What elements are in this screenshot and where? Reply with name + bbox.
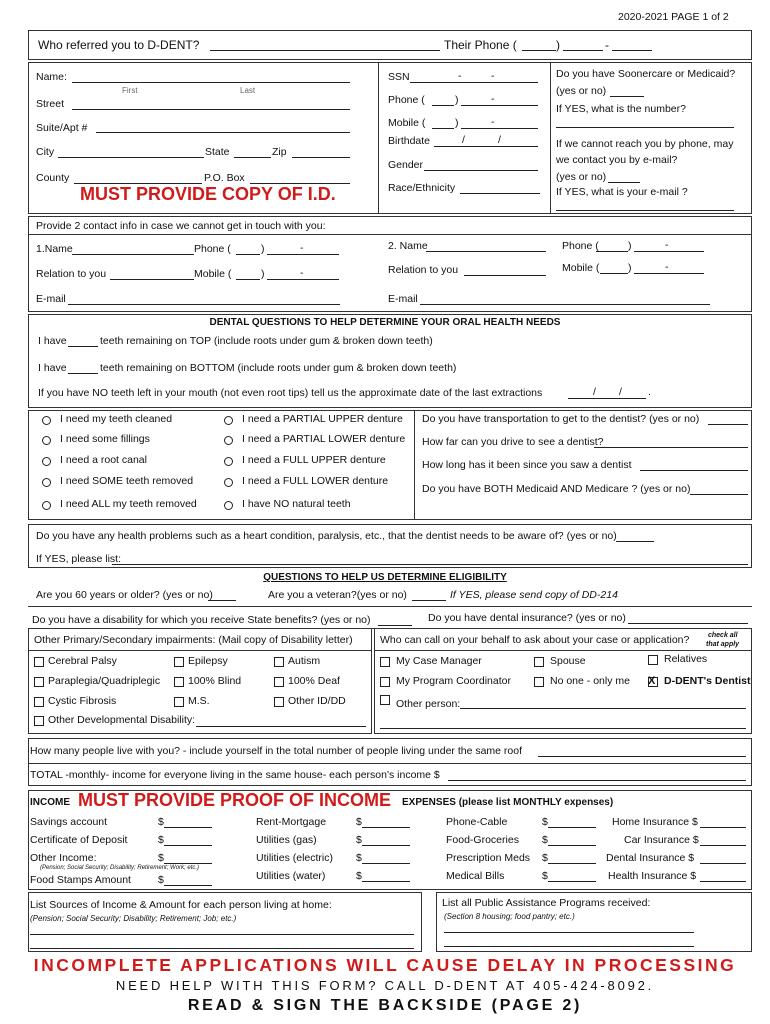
contact1-relation-label: Relation to you: [36, 268, 107, 280]
divider: [28, 763, 752, 764]
expense-amount-field[interactable]: [548, 827, 596, 828]
income-list-field-1[interactable]: [30, 934, 414, 935]
impairment-label: 100% Blind: [188, 675, 242, 687]
impairment-label: Other Developmental Disability:: [48, 714, 196, 726]
paren: ): [455, 117, 459, 129]
contacts-intro: Provide 2 contact info in case we cannot get in touch with you:: [36, 220, 326, 232]
email-yesno-label: (yes or no): [556, 171, 607, 183]
referrer-phone-area[interactable]: [522, 50, 556, 51]
email-address-label: If YES, what is your e-mail ?: [556, 186, 688, 198]
contact2-mobile-area[interactable]: [600, 273, 628, 274]
other-person-field[interactable]: [460, 708, 746, 709]
page-header: 2020-2021 PAGE 1 of 2: [618, 11, 729, 23]
insurance-amount-field[interactable]: [700, 845, 746, 846]
contact1-name-label: 1.Name: [36, 243, 73, 255]
expense-label: Food-Groceries: [446, 834, 519, 846]
top-teeth-label: I have: [38, 335, 67, 347]
advocate-label: My Program Coordinator: [396, 675, 511, 687]
gender-field[interactable]: [424, 170, 538, 171]
slash: /: [498, 134, 501, 146]
email-address-field[interactable]: [556, 210, 734, 211]
checked-mark: X: [648, 675, 656, 687]
extraction-date-field[interactable]: [568, 398, 646, 399]
help-line: NEED HELP WITH THIS FORM? CALL D-DENT AT 405-424-8092.: [115, 978, 655, 993]
health-question: Do you have any health problems such as a heart condition, paralysis, etc., that the dentist needs to be aware of? (yes or no): [36, 530, 617, 542]
advocate-label: Relatives: [664, 653, 708, 665]
impairment-checkbox[interactable]: [174, 697, 184, 707]
state-label: State: [205, 146, 230, 158]
income-source-label: Certificate of Deposit: [30, 834, 128, 846]
dollar: $: [542, 852, 548, 864]
insurance-amount-field[interactable]: [700, 863, 746, 864]
contact1-mobile-label: Mobile (: [194, 268, 232, 280]
income-source-label: Savings account: [30, 816, 108, 828]
impairment-checkbox[interactable]: [34, 657, 44, 667]
income-label: INCOME: [30, 797, 70, 808]
no-teeth-question: If you have NO teeth left in your mouth (not even root tips) tell us the approximate date of the last extractions: [38, 387, 543, 399]
contact1-phone-number[interactable]: [267, 254, 339, 255]
referrer-phone-prefix[interactable]: [563, 50, 603, 51]
impairment-label: Epilepsy: [188, 655, 228, 667]
people-question: How many people live with you? - include yourself in the total number of people living under the same roof: [30, 745, 523, 757]
dash: -: [300, 242, 304, 254]
dash: -: [491, 70, 495, 82]
dollar: $: [356, 816, 362, 828]
income-total-field[interactable]: [448, 780, 746, 781]
age-question: Are you 60 years or older? (yes or no): [36, 589, 213, 601]
dental-heading: DENTAL QUESTIONS TO HELP DETERMINE YOUR ORAL HEALTH NEEDS: [209, 317, 561, 328]
health-list-label: If YES, please list:: [36, 553, 122, 565]
advocate-title: Who can call on your behalf to ask about your case or application?: [380, 634, 690, 646]
contact2-mobile-label: Mobile (: [562, 262, 600, 274]
disability-question: Do you have a disability for which you receive State benefits? (yes or no): [32, 614, 371, 626]
pobox-label: P.O. Box: [204, 172, 245, 184]
insurance-amount-field[interactable]: [700, 881, 746, 882]
need-label: I need SOME teeth removed: [60, 475, 194, 487]
state-field[interactable]: [234, 157, 271, 158]
contact2-mobile-number[interactable]: [634, 273, 704, 274]
dollar: $: [542, 870, 548, 882]
slash: /: [593, 386, 596, 398]
insurance-label: Home Insurance $: [612, 816, 698, 828]
dash: -: [491, 116, 495, 128]
bottom-teeth-field[interactable]: [68, 373, 98, 374]
need-radio[interactable]: [224, 457, 233, 466]
dash: -: [665, 239, 669, 251]
contact1-relation-field[interactable]: [110, 279, 194, 280]
insurance-label: Dental Insurance $: [606, 852, 695, 864]
assistance-list-field-1[interactable]: [444, 932, 694, 933]
zip-field[interactable]: [292, 157, 350, 158]
expense-amount-field[interactable]: [362, 881, 410, 882]
dash: -: [665, 261, 669, 273]
health-yesno-field[interactable]: [616, 541, 654, 542]
medicaid-question: Do you have Soonercare or Medicaid?: [556, 68, 736, 80]
impairment-label: Other ID/DD: [288, 695, 346, 707]
name-field[interactable]: [72, 82, 350, 83]
street-field[interactable]: [72, 109, 350, 110]
slash: /: [462, 134, 465, 146]
last-label: Last: [240, 86, 256, 95]
transport-question: How far can you drive to see a dentist?: [422, 436, 604, 448]
transport-question: How long has it been since you saw a dentist: [422, 459, 632, 471]
city-label: City: [36, 146, 55, 158]
paren: ): [628, 240, 632, 252]
expense-label: Medical Bills: [446, 870, 505, 882]
divider: [28, 606, 752, 607]
check-note-2: that apply: [706, 641, 740, 648]
people-field[interactable]: [538, 756, 746, 757]
impairment-checkbox[interactable]: [34, 697, 44, 707]
insurance-amount-field[interactable]: [700, 827, 746, 828]
contact1-mobile-number[interactable]: [267, 279, 339, 280]
need-label: I need a FULL UPPER denture: [242, 454, 386, 466]
other-person-field-2[interactable]: [380, 728, 746, 729]
dollar: $: [356, 852, 362, 864]
contact2-name-field[interactable]: [426, 251, 546, 252]
id-notice: MUST PROVIDE COPY OF I.D.: [80, 184, 336, 204]
expense-amount-field[interactable]: [548, 881, 596, 882]
contact2-email-label: E-mail: [388, 293, 418, 305]
need-radio[interactable]: [42, 501, 51, 510]
birthdate-label: Birthdate: [388, 135, 431, 147]
expense-amount-field[interactable]: [362, 827, 410, 828]
expense-label: Utilities (electric): [256, 852, 334, 864]
divider: [550, 62, 551, 214]
advocate-checkbox[interactable]: [534, 657, 544, 667]
assistance-list-note: (Section 8 housing; food pantry; etc.): [444, 912, 575, 921]
race-label: Race/Ethnicity: [388, 182, 456, 194]
paren: ): [455, 94, 459, 106]
dollar: $: [356, 870, 362, 882]
advocate-checkbox[interactable]: [380, 657, 390, 667]
need-radio[interactable]: [224, 501, 233, 510]
contact1-phone-area[interactable]: [236, 254, 260, 255]
dollar: $: [158, 874, 164, 886]
veteran-question: Are you a veteran?(yes or no): [268, 589, 407, 601]
paren: ): [261, 243, 265, 255]
advocate-label: Spouse: [550, 655, 586, 667]
need-radio[interactable]: [42, 457, 51, 466]
expense-label: Rent-Mortgage: [256, 816, 327, 828]
contact1-email-field[interactable]: [68, 304, 340, 305]
city-field[interactable]: [58, 157, 204, 158]
need-radio[interactable]: [42, 416, 51, 425]
dollar: $: [542, 834, 548, 846]
impairment-checkbox[interactable]: [274, 697, 284, 707]
income-list-title: List Sources of Income & Amount for each person living at home:: [30, 899, 332, 911]
period: .: [648, 386, 651, 398]
impairment-checkbox[interactable]: [174, 657, 184, 667]
expense-amount-field[interactable]: [548, 863, 596, 864]
need-label: I have NO natural teeth: [242, 498, 351, 510]
referrer-phone-line[interactable]: [612, 50, 652, 51]
contact2-phone-area[interactable]: [596, 251, 628, 252]
need-radio[interactable]: [224, 478, 233, 487]
mobile-label: Mobile (: [388, 117, 426, 129]
income-source-label: Food Stamps Amount: [30, 874, 131, 886]
referral-question: Who referred you to D-DENT?: [38, 38, 200, 52]
advocate-label: Other person:: [396, 698, 461, 710]
advocate-label: D-DENT's Dentist: [664, 675, 751, 687]
dollar: $: [158, 834, 164, 846]
expense-amount-field[interactable]: [362, 845, 410, 846]
mobile-number[interactable]: [461, 128, 538, 129]
dash: -: [458, 70, 462, 82]
income-notice: MUST PROVIDE PROOF OF INCOME: [78, 790, 392, 810]
impairment-checkbox[interactable]: [34, 716, 44, 726]
suite-label: Suite/Apt #: [36, 122, 88, 134]
transport-field[interactable]: [708, 424, 748, 425]
check-note: check all: [708, 632, 738, 639]
incomplete-warning: INCOMPLETE APPLICATIONS WILL CAUSE DELAY IN PROCESSING: [33, 955, 737, 975]
mobile-area[interactable]: [432, 128, 454, 129]
assistance-list-field-2[interactable]: [444, 946, 694, 947]
medicaid-number-field[interactable]: [556, 127, 734, 128]
health-list-field[interactable]: [112, 564, 748, 565]
need-radio[interactable]: [42, 478, 51, 487]
need-radio[interactable]: [224, 436, 233, 445]
divider: [28, 650, 372, 651]
need-label: I need ALL my teeth removed: [60, 498, 197, 510]
need-label: I need a PARTIAL UPPER denture: [242, 413, 403, 425]
zip-label: Zip: [272, 146, 287, 158]
contact2-relation-field[interactable]: [464, 275, 546, 276]
contact2-phone-label: Phone (: [562, 240, 599, 252]
transport-field[interactable]: [594, 447, 748, 448]
impairments-title: Other Primary/Secondary impairments: (Mail copy of Disability letter): [34, 634, 353, 646]
contact2-phone-number[interactable]: [634, 251, 704, 252]
other-disability-field[interactable]: [196, 726, 366, 727]
paren: ): [261, 268, 265, 280]
sign-notice: READ & SIGN THE BACKSIDE (PAGE 2): [187, 997, 583, 1014]
need-label: I need some fillings: [60, 433, 150, 445]
impairment-checkbox[interactable]: [174, 677, 184, 687]
dollar: $: [158, 816, 164, 828]
medicaid-yesno-label: (yes or no): [556, 85, 607, 97]
need-label: I need a root canal: [60, 454, 147, 466]
income-list-note: (Pension; Social Security; Disability; Retirement; Job; etc.): [30, 914, 237, 923]
veteran-field[interactable]: [412, 600, 446, 601]
slash: /: [619, 386, 622, 398]
expense-amount-field[interactable]: [548, 845, 596, 846]
county-label: County: [36, 172, 70, 184]
impairment-checkbox[interactable]: [34, 677, 44, 687]
need-label: I need a FULL LOWER denture: [242, 475, 389, 487]
income-sources-note: (Pension; Social Security; Disability; Retirement; Work; etc.): [40, 865, 200, 871]
income-amount-field[interactable]: [164, 845, 212, 846]
advocate-checkbox[interactable]: [380, 695, 390, 705]
expense-amount-field[interactable]: [362, 863, 410, 864]
contact1-name-field[interactable]: [72, 254, 194, 255]
phone-label: Phone (: [388, 94, 425, 106]
contact2-relation-label: Relation to you: [388, 264, 459, 276]
impairment-label: Cystic Fibrosis: [48, 695, 117, 707]
transport-question: Do you have transportation to get to the dentist? (yes or no): [422, 413, 700, 425]
race-field[interactable]: [460, 193, 540, 194]
expense-label: Prescription Meds: [446, 852, 531, 864]
dollar: $: [542, 816, 548, 828]
impairment-checkbox[interactable]: [274, 657, 284, 667]
dash: -: [605, 38, 609, 52]
email-yesno-field[interactable]: [608, 182, 640, 183]
ssn-field[interactable]: [410, 82, 538, 83]
income-amount-field[interactable]: [164, 885, 212, 886]
birthdate-field[interactable]: [434, 146, 538, 147]
paren: ): [628, 262, 632, 274]
divider: [374, 650, 752, 651]
gender-label: Gender: [388, 159, 424, 171]
top-teeth-field[interactable]: [68, 346, 98, 347]
dash: -: [300, 267, 304, 279]
email-contact-question-2: we contact you by e-mail?: [556, 154, 678, 166]
disability-field[interactable]: [378, 625, 412, 626]
advocate-label: No one - only me: [550, 675, 630, 687]
need-radio[interactable]: [42, 436, 51, 445]
need-label: I need a PARTIAL LOWER denture: [242, 433, 406, 445]
income-source-label: Other Income:: [30, 852, 97, 864]
eligibility-heading: QUESTIONS TO HELP US DETERMINE ELIGIBILITY: [263, 572, 507, 583]
medicaid-yesno-field[interactable]: [610, 96, 644, 97]
dollar: $: [356, 834, 362, 846]
name-label: Name:: [36, 71, 67, 83]
income-amount-field[interactable]: [164, 827, 212, 828]
transport-field[interactable]: [640, 470, 748, 471]
age-field[interactable]: [208, 600, 236, 601]
phone-number[interactable]: [461, 105, 538, 106]
ssn-label: SSN: [388, 71, 410, 83]
referrer-phone-label: Their Phone (: [444, 38, 517, 52]
medicaid-number-label: If YES, what is the number?: [556, 103, 686, 115]
transport-question: Do you have BOTH Medicaid AND Medicare ? (yes or no): [422, 483, 691, 495]
suite-field[interactable]: [96, 132, 350, 133]
dash: -: [491, 93, 495, 105]
transport-field[interactable]: [690, 494, 748, 495]
contact2-email-field[interactable]: [420, 304, 710, 305]
bottom-teeth-text: teeth remaining on BOTTOM (include roots under gum & broken down teeth): [100, 362, 457, 374]
need-radio[interactable]: [224, 416, 233, 425]
impairment-label: 100% Deaf: [288, 675, 340, 687]
expenses-label: EXPENSES (please list MONTHLY expenses): [402, 797, 614, 808]
street-label: Street: [36, 98, 65, 110]
advocate-checkbox[interactable]: [534, 677, 544, 687]
contact1-phone-label: Phone (: [194, 243, 231, 255]
advocate-checkbox[interactable]: [648, 655, 658, 665]
impairment-label: Autism: [288, 655, 321, 667]
impairment-label: M.S.: [188, 695, 210, 707]
contact1-email-label: E-mail: [36, 293, 66, 305]
contact2-name-label: 2. Name: [388, 240, 428, 252]
divider: [28, 234, 752, 235]
impairment-label: Cerebral Palsy: [48, 655, 117, 667]
income-amount-field[interactable]: [164, 863, 212, 864]
expense-label: Utilities (water): [256, 870, 326, 882]
insurance-field[interactable]: [628, 623, 748, 624]
impairment-label: Paraplegia/Quadriplegic: [48, 675, 161, 687]
email-contact-question: If we cannot reach you by phone, may: [556, 138, 734, 150]
need-label: I need my teeth cleaned: [60, 413, 173, 425]
expense-label: Phone-Cable: [446, 816, 508, 828]
advocate-checkbox[interactable]: [380, 677, 390, 687]
income-list-field-2[interactable]: [30, 948, 414, 949]
divider: [378, 62, 379, 214]
advocate-label: My Case Manager: [396, 655, 482, 667]
income-total-question: TOTAL -monthly- income for everyone living in the same house- each person's income $: [30, 769, 440, 781]
bottom-teeth-label: I have: [38, 362, 67, 374]
insurance-question: Do you have dental insurance? (yes or no): [428, 612, 626, 624]
contact1-mobile-area[interactable]: [236, 279, 260, 280]
insurance-label: Health Insurance $: [608, 870, 697, 882]
phone-area[interactable]: [432, 105, 454, 106]
dd214-note: If YES, please send copy of DD-214: [450, 589, 618, 601]
top-teeth-text: teeth remaining on TOP (include roots under gum & broken down teeth): [100, 335, 433, 347]
insurance-label: Car Insurance $: [624, 834, 699, 846]
impairment-checkbox[interactable]: [274, 677, 284, 687]
first-label: First: [122, 86, 138, 95]
divider: [414, 410, 415, 520]
referrer-field[interactable]: [210, 50, 440, 51]
expense-label: Utilities (gas): [256, 834, 317, 846]
dollar: $: [158, 852, 164, 864]
paren: ): [556, 38, 560, 52]
assistance-list-title: List all Public Assistance Programs received:: [442, 897, 651, 909]
